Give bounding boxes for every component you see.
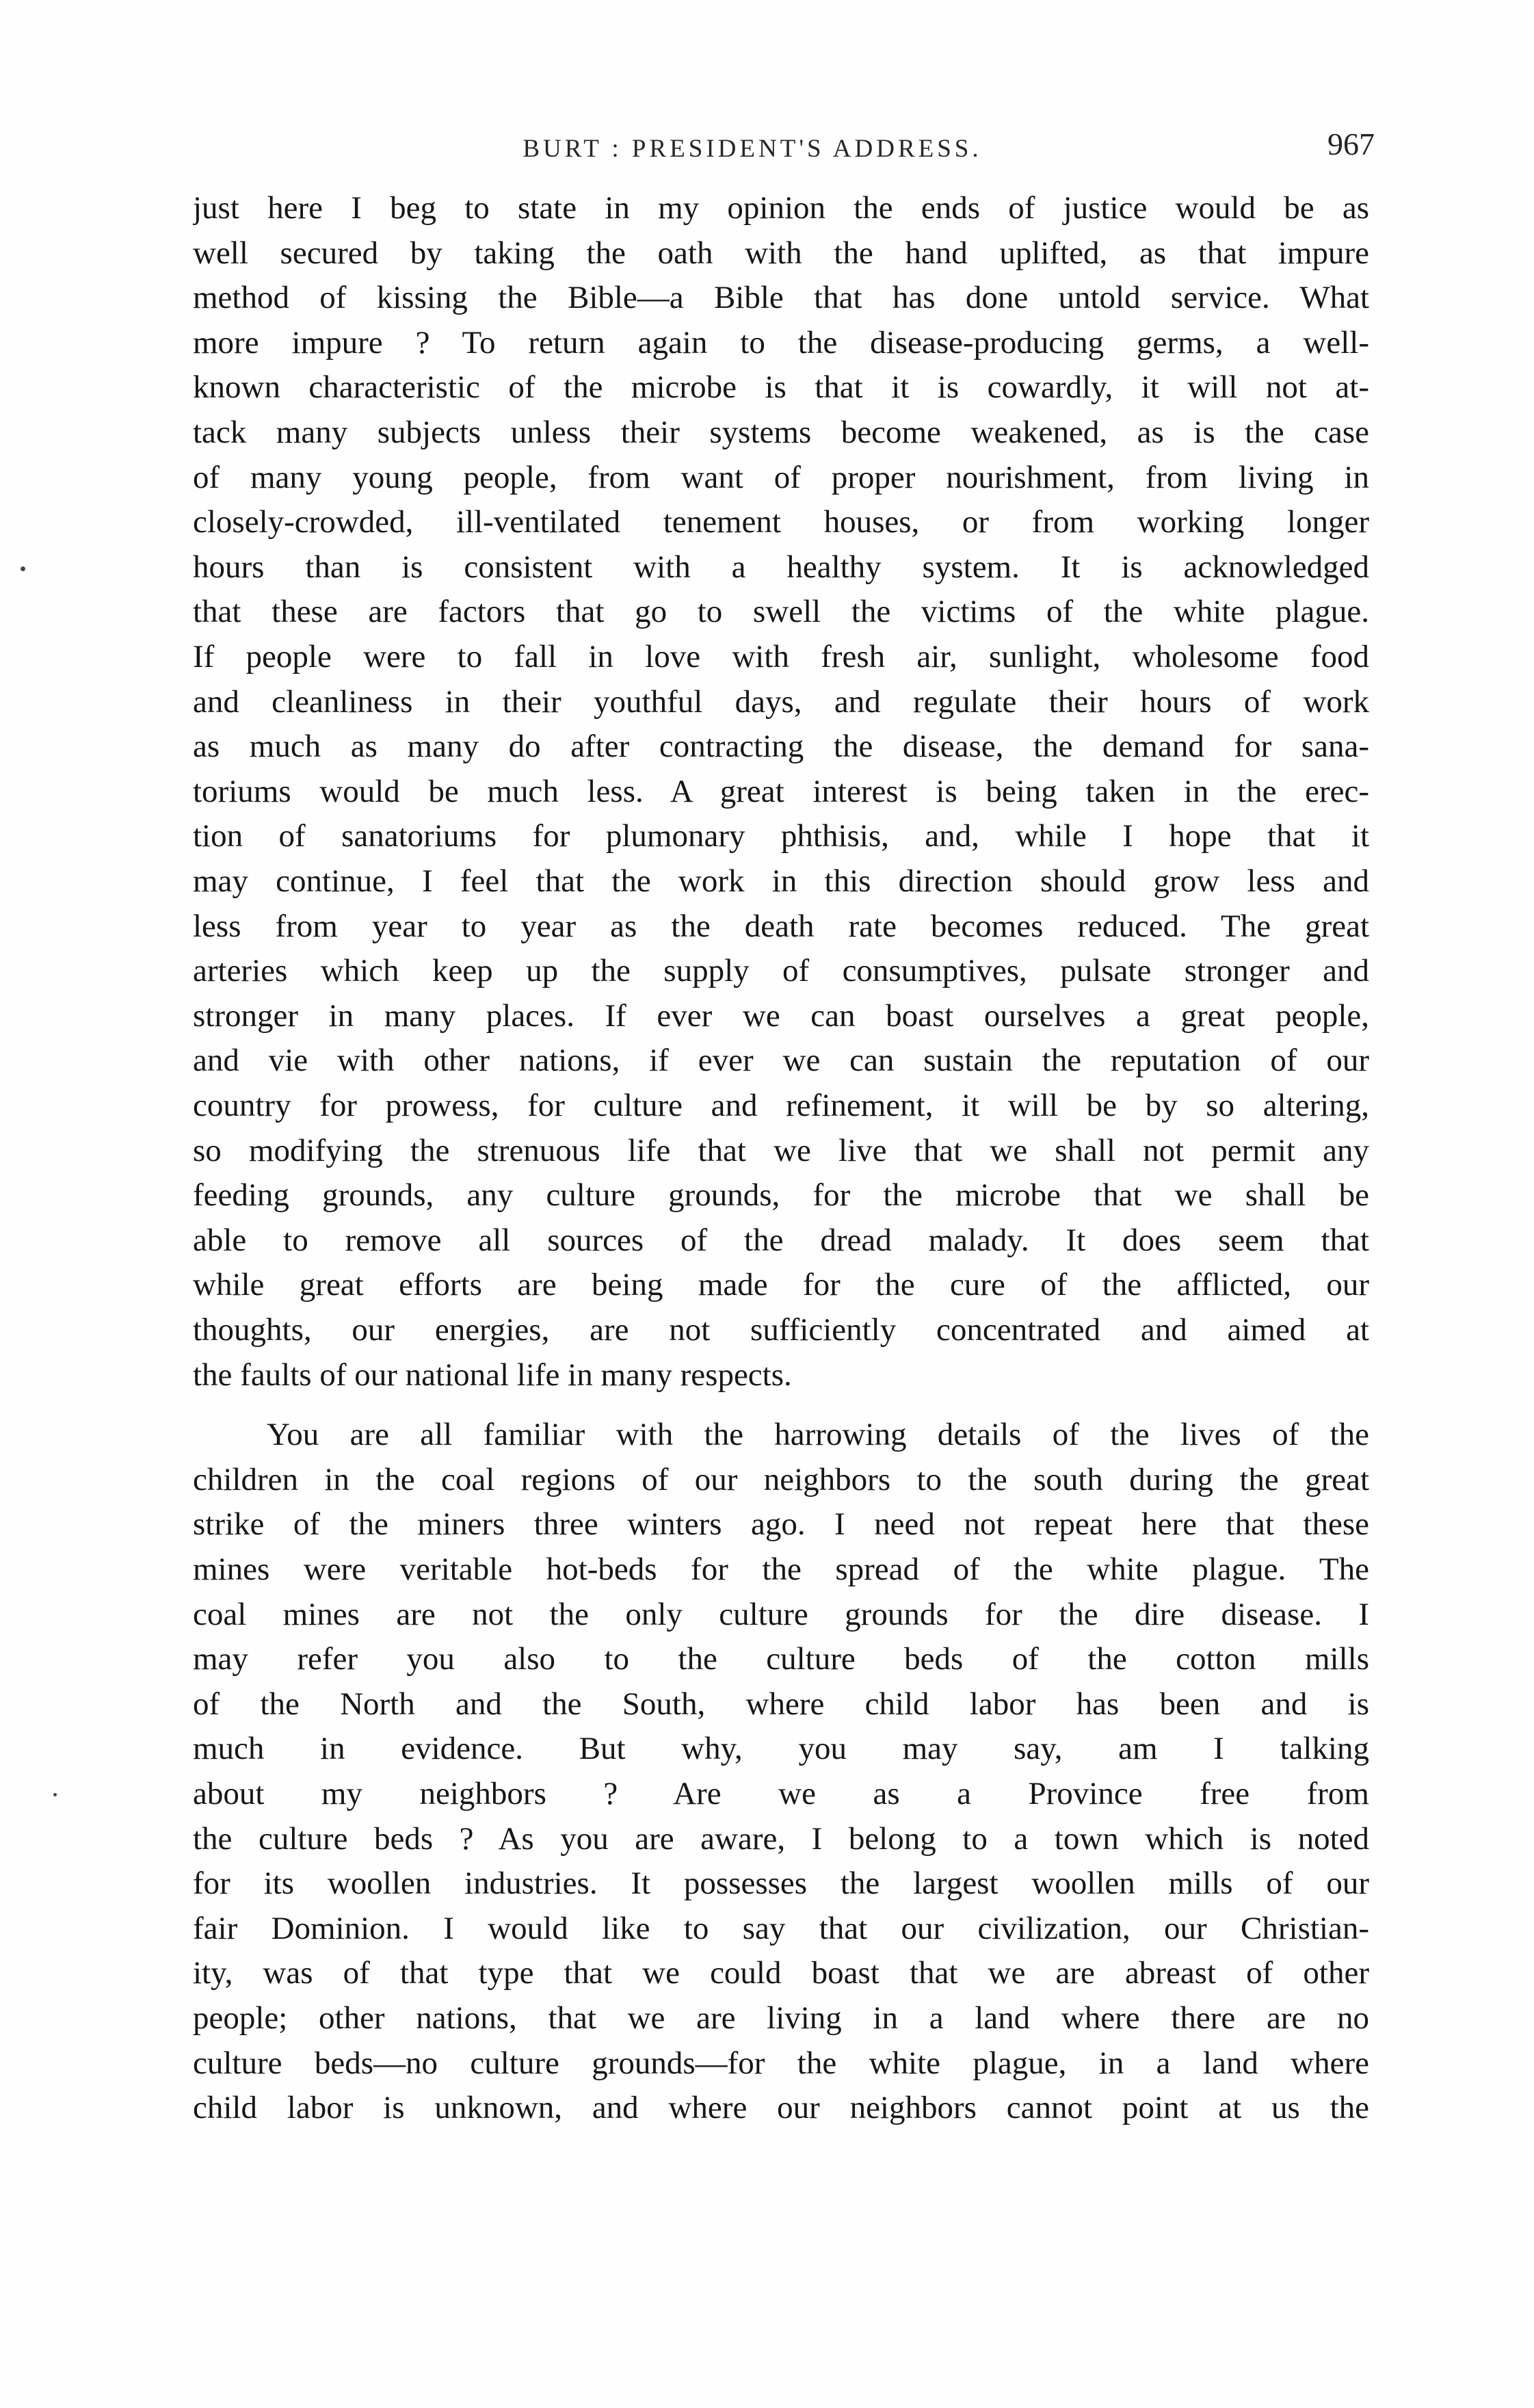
text-line: strike of the miners three winters ago. I need not repeat here that these [193,1506,1369,1542]
text-line: so modifying the strenuous life that we live that we shall not permit any [193,1133,1369,1168]
text-line: people; other nations, that we are living in a land where there are no [193,2000,1369,2036]
text-line: known characteristic of the microbe is that it is cowardly, it will not at- [193,369,1369,405]
text-line: tack many subjects unless their systems become weakened, as is the case [193,415,1369,450]
text-line: child labor is unknown, and where our neighbors cannot point at us the [193,2090,1369,2125]
margin-speck [21,566,25,571]
text-line: stronger in many places. If ever we can boast ourselves a great people, [193,998,1369,1034]
text-line: fair Dominion. I would like to say that our civilization, our Christian- [193,1911,1369,1946]
text-line: coal mines are not the only culture grounds for the dire disease. I [193,1597,1369,1632]
text-line: country for prowess, for culture and refinement, it will be by so altering, [193,1088,1369,1123]
text-line: for its woollen industries. It possesses the largest woollen mills of our [193,1866,1369,1901]
text-line: thoughts, our energies, are not sufficiently concentrated and aimed at [193,1312,1369,1348]
text-line: You are all familiar with the harrowing details of the lives of the [267,1417,1369,1452]
text-line: may continue, I feel that the work in this direction should grow less and [193,863,1369,899]
text-line: the culture beds ? As you are aware, I belong to a town which is noted [193,1821,1369,1857]
text-line: hours than is consistent with a healthy system. It is acknowledged [193,549,1369,585]
text-line: mines were veritable hot-beds for the spread of the white plague. The [193,1552,1369,1587]
text-line: the faults of our national life in many respects. [193,1357,792,1393]
text-line: of the North and the South, where child labor has been and is [193,1686,1369,1722]
text-line: well secured by taking the oath with the hand uplifted, as that impure [193,235,1369,271]
text-line: while great efforts are being made for the cure of the afflicted, our [193,1267,1369,1303]
text-line: of many young people, from want of proper nourishment, from living in [193,460,1369,495]
text-line: toriums would be much less. A great interest is being taken in the erec- [193,774,1369,809]
text-line: arteries which keep up the supply of consumptives, pulsate stronger and [193,953,1369,989]
text-line: and vie with other nations, if ever we can sustain the reputation of our [193,1043,1369,1078]
text-line: that these are factors that go to swell the victims of the white plague. [193,594,1369,629]
text-line: feeding grounds, any culture grounds, for the microbe that we shall be [193,1177,1369,1213]
running-head: BURT : PRESIDENT'S ADDRESS. [523,135,982,163]
text-line: If people were to fall in love with fresh air, sunlight, wholesome food [193,639,1369,675]
text-line: ity, was of that type that we could boast that we are abreast of other [193,1955,1369,1991]
text-line: culture beds—no culture grounds—for the white plague, in a land where [193,2045,1369,2081]
text-line: more impure ? To return again to the disease-producing germs, a well- [193,325,1369,361]
text-line: about my neighbors ? Are we as a Province free from [193,1776,1369,1811]
text-line: children in the coal regions of our neighbors to the south during the great [193,1462,1369,1497]
text-line: able to remove all sources of the dread malady. It does seem that [193,1222,1369,1258]
text-line: and cleanliness in their youthful days, and regulate their hours of work [193,684,1369,720]
text-line: less from year to year as the death rate becomes reduced. The great [193,908,1369,944]
text-line: much in evidence. But why, you may say, am I talking [193,1731,1369,1766]
text-line: may refer you also to the culture beds of the cotton mills [193,1641,1369,1677]
text-line: as much as many do after contracting the disease, the demand for sana- [193,729,1369,764]
text-line: method of kissing the Bible—a Bible that has done untold service. What [193,280,1369,315]
text-line: closely-crowded, ill-ventilated tenement houses, or from working longer [193,504,1369,540]
page-number: 967 [1327,127,1375,161]
text-line: tion of sanatoriums for plumonary phthisis, and, while I hope that it [193,818,1369,854]
margin-speck [53,1793,57,1796]
text-line: just here I beg to state in my opinion the ends of justice would be as [193,190,1369,226]
